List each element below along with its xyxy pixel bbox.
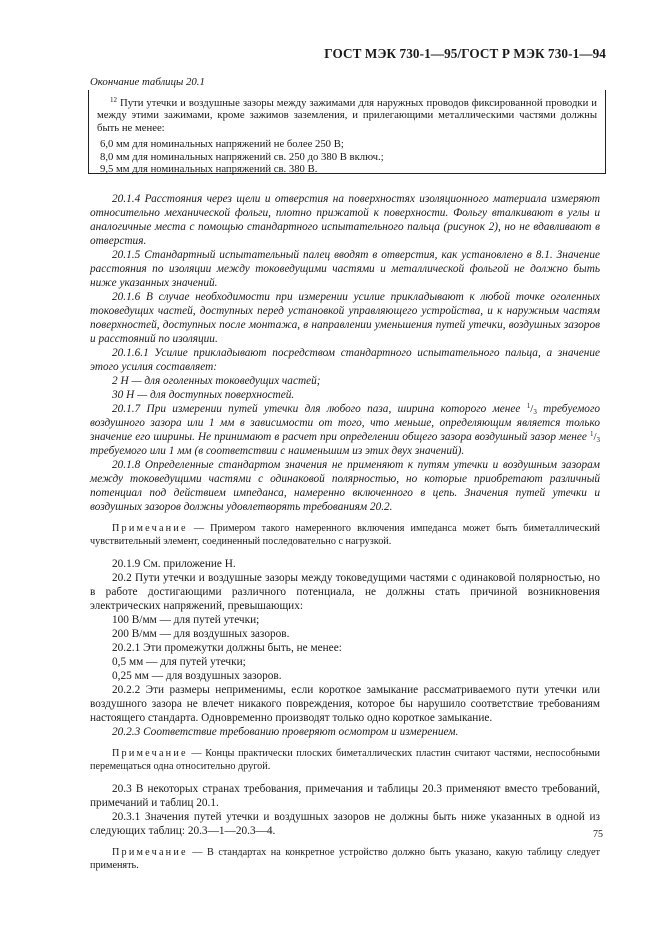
footnote-line: 8,0 мм для номинальных напряжений св. 250 до 380 В включ.; [100,150,384,163]
clause-20-2: 20.2 Пути утечки и воздушные зазоры между токоведущими частями с одинаковой полярностью, но в работе достигающими различного потенциала, не должны стать причиной возникновения электрических напряжений, превышающих: [90,572,600,612]
footnote-line: 9,5 мм для номинальных напряжений св. 380 В. [100,163,318,176]
limit-clearance: 200 В/мм — для воздушных зазоров. [112,628,290,640]
note-3 [90,846,600,872]
clause-20-2-1: 20.2.1 Эти промежутки должны быть, не менее: [112,642,342,654]
footnote-text [97,97,597,134]
clause-20-1-6-1: 20.1.6.1 Усилие прикладывают посредством стандартного испытательного пальца, а значение этого усилия составляет: [90,347,600,373]
force-item-1: 2 Н — для оголенных токоведущих частей; [112,375,321,387]
standard-header: ГОСТ МЭК 730-1—95/ГОСТ Р МЭК 730-1—94 [324,46,606,61]
note-1 [90,522,600,548]
clause-20-1-9: 20.1.9 См. приложение Н. [112,558,236,570]
footnote-line: 6,0 мм для номинальных напряжений не более 250 В; [100,138,344,151]
clause-20-1-5: 20.1.5 Стандартный испытательный палец вводят в отверстия, как установлено в 8.1. Значение расстояния по изоляции между токоведущими частями и металлической фольгой не должно быть ниже указанных значений. [90,249,600,289]
note-text: — В стандартах на конкретное устройство должно быть указано, какую таблицу следует применять. [90,847,600,871]
min-clearance: 0,25 мм — для воздушных зазоров. [112,670,282,682]
clause-20-1-7-part-c: требуемого или 1 мм (в соответствии с наименьшим из этих двух значений). [90,445,465,457]
fraction-denominator: 3 [596,436,600,444]
table-footnote-box [88,90,606,174]
clause-20-1-7-part-b: требуемого воздушного зазора или 1 мм в зависимости от того, что меньше, определяющим является только значение его ширины. Не принимают в расчет при определении общего зазора воздушный зазор менее [90,403,601,443]
limit-creepage: 100 В/мм — для путей утечки; [112,614,260,626]
fraction-denominator: 3 [533,408,537,416]
note-label: Примечание [112,523,188,534]
fraction-numerator: 1 [526,402,531,410]
fraction-one-third: $^1/_3$ [526,402,537,416]
clause-20-1-7 [90,402,600,458]
note-text: — Примером такого намеренного включения импеданса может быть биметаллический чувствительный элемент, соединенный последовательно с нагрузкой. [90,523,600,547]
clause-20-1-6: 20.1.6 В случае необходимости при измерении усилие прикладывают к любой точке оголенных токоведущих частей, доступных перед установкой управляющего устройства, и к наружным частям поверхностей, доступных после монтажа, в направлении уменьшения путей утечки, воздушных зазоров и расстояний по изоляции. [90,291,600,345]
clause-20-2-3: 20.2.3 Соответствие требованию проверяют осмотром и измерением. [112,726,459,738]
clause-20-3: 20.3 В некоторых странах требования, примечания и таблицы 20.3 применяют вместо требований, примечаний и таблиц 20.1. [90,783,600,809]
clause-20-3-1: 20.3.1 Значения путей утечки и воздушных зазоров не должны быть ниже указанных в одной из следующих таблиц: 20.3—1—20.3—4. [90,811,600,837]
fraction-one-third: $^1/_3$ [589,430,600,444]
clause-20-1-7-part-a: 20.1.7 При измерении путей утечки для любого паза, ширина которого менее [112,403,521,415]
fraction-numerator: 1 [589,430,594,438]
note-2 [90,747,600,773]
footnote-mark: 12 [110,96,117,104]
page-number: 75 [593,829,603,840]
clause-20-2-2: 20.2.2 Эти размеры неприменимы, если короткое замыкание рассматриваемого пути утечки или воздушного зазора не влечет никакого повреждения, которое бы нарушило соответствие требованиям настоящего стандарта. Одновременно производят только одно короткое замыкание. [90,684,600,724]
note-text: — Концы практически плоских биметаллических пластин считают частями, неспособными перемещаться одна относительно другой. [90,748,601,772]
table-caption: Окончание таблицы 20.1 [90,76,205,88]
footnote-body: Пути утечки и воздушные зазоры между зажимами для наружных проводов фиксированной проводки и между этими зажимами, кроме зажимов заземления, и прилегающими металлическими частями должны быть не менее: [97,97,598,134]
note-label: Примечание [112,748,188,759]
clause-20-1-4: 20.1.4 Расстояния через щели и отверстия на поверхностях изоляционного материала измеряют относительно механической фольги, плотно прижатой к поверхности. Фольгу вталкивают в углы и аналогичные места с помощью стандартного испытательного пальца (рисунок 2), но не вдавливают в отверстия. [90,193,600,247]
note-label: Примечание [112,847,188,858]
min-creepage: 0,5 мм — для путей утечки; [112,656,246,668]
clause-20-1-8: 20.1.8 Определенные стандартом значения не применяют к путям утечки и воздушным зазорам между токоведущими частями с одинаковой полярностью, но которые приобретают различный потенциал под действием импеданса, намеренно включенного в цепь. Значения путей утечки и воздушных зазоров должны удовлетворять требованиям 20.2. [90,459,600,513]
force-item-2: 30 Н — для доступных поверхностей. [112,389,295,401]
document-body [90,192,600,872]
